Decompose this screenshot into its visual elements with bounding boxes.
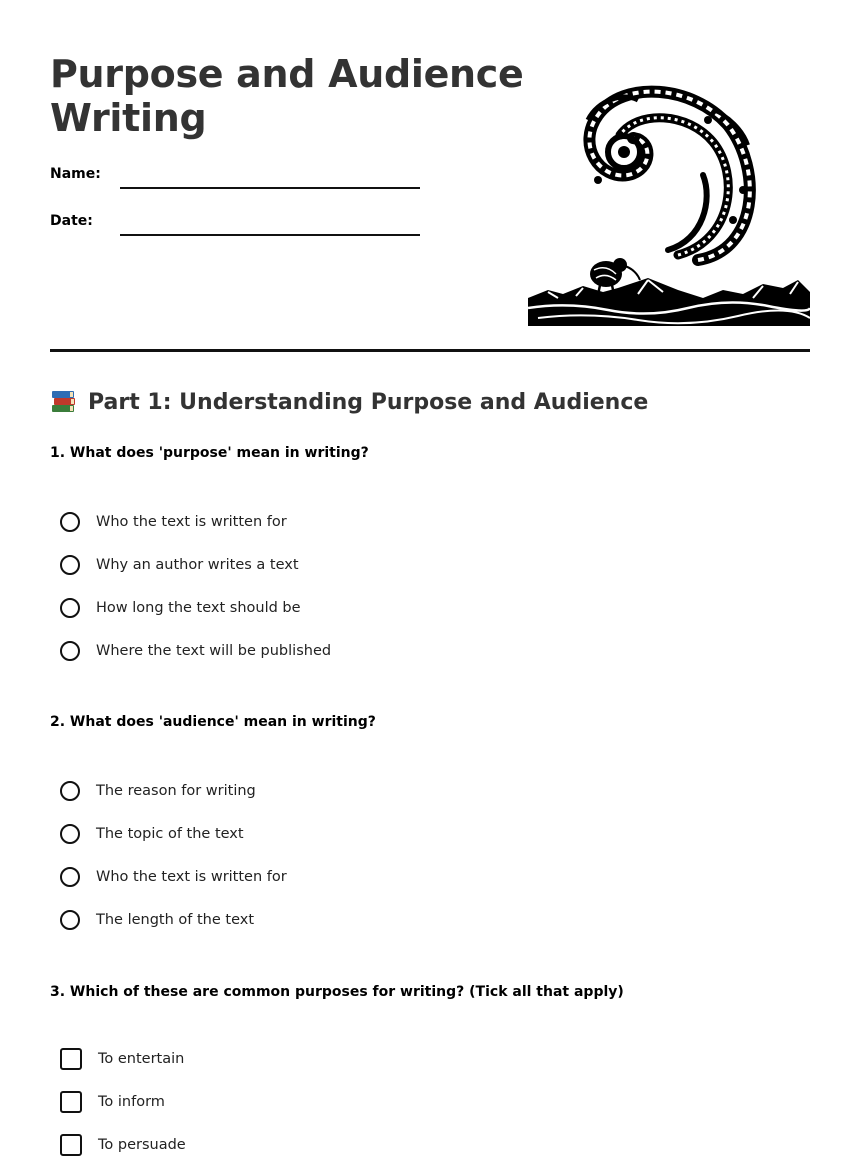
radio-button[interactable] [60,641,80,661]
section-heading [50,389,648,415]
date-field[interactable] [120,234,420,236]
radio-button[interactable] [60,512,80,532]
question-1: 1. What does 'purpose' mean in writing? [50,445,369,461]
title-line-2: Writing [50,96,207,140]
question-2: 2. What does 'audience' mean in writing? [50,714,376,730]
books-icon [50,389,78,415]
q1-option-3[interactable] [60,595,301,621]
option-label: To entertain [98,1051,185,1067]
q3-option-1[interactable] [60,1046,184,1072]
option-label: The length of the text [96,912,255,928]
q3-option-2[interactable] [60,1089,165,1115]
q2-option-1[interactable] [60,778,256,804]
checkbox[interactable] [60,1091,82,1113]
option-label: The reason for writing [96,783,256,799]
header-divider [50,349,810,352]
option-label: Who the text is written for [96,869,287,885]
q2-option-4[interactable] [60,907,254,933]
radio-button[interactable] [60,598,80,618]
radio-button[interactable] [60,555,80,575]
q2-option-2[interactable] [60,821,244,847]
checkbox[interactable] [60,1134,82,1156]
koru-kiwi-illustration [528,80,812,326]
q1-option-2[interactable] [60,552,299,578]
option-label: Where the text will be published [96,643,332,659]
question-3: 3. Which of these are common purposes for writing? (Tick all that apply) [50,984,624,1000]
name-field[interactable] [120,187,420,189]
option-label: To inform [98,1094,165,1110]
option-label: The topic of the text [96,826,244,842]
q1-option-4[interactable] [60,638,331,664]
section-title: Part 1: Understanding Purpose and Audience [88,389,649,415]
option-label: Why an author writes a text [96,557,299,573]
option-label: How long the text should be [96,600,301,616]
option-label: To persuade [98,1137,186,1153]
q2-option-3[interactable] [60,864,287,890]
title-line-1: Purpose and Audience [50,52,524,96]
checkbox[interactable] [60,1048,82,1070]
radio-button[interactable] [60,910,80,930]
radio-button[interactable] [60,781,80,801]
radio-button[interactable] [60,867,80,887]
q3-option-3[interactable] [60,1132,186,1158]
radio-button[interactable] [60,824,80,844]
q1-option-1[interactable] [60,509,287,535]
date-label: Date: [50,213,93,229]
name-label: Name: [50,166,101,182]
page-title [50,52,530,140]
option-label: Who the text is written for [96,514,287,530]
